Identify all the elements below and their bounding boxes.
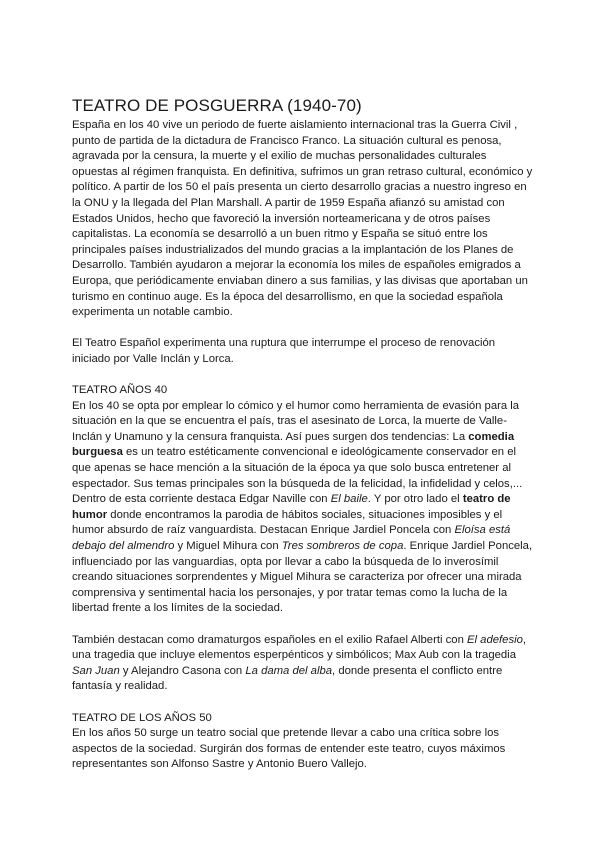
eloisa-title: Eloísa está debajo del almendro (72, 524, 511, 553)
document-page (72, 96, 534, 773)
el-adefesio-title: El adefesio (467, 633, 523, 646)
section-50-heading: TEATRO DE LOS AÑOS 50 (72, 711, 212, 724)
tres-sombreros-title: Tres sombreros de copa (281, 540, 404, 553)
teatro-de-humor-term: teatro de humor (72, 493, 511, 521)
section-40-heading: TEATRO AÑOS 40 (72, 384, 168, 397)
document-title: TEATRO DE POSGUERRA (1940-70) (72, 96, 362, 115)
section-40-paragraph-2: También destacan como dramaturgos españoles en el exilio Rafael Alberti con El adefesio, una tragedia que incluye elementos esperpénticos y simbólicos; Max Aub con la tragedia San Juan y Alejandro Casona con La dama del alba, donde presenta el conflicto entre fantasía y realidad. (72, 633, 527, 693)
section-40-paragraph-1: En los 40 se opta por emplear lo cómico y el humor como herramienta de evasión para la situación en la que se encuentra el país, tras el asesinato de Lorca, la muerte de Valle-Inclán y Unamuno y la censura franquista. Así pues surgen dos tendencias: La comedia burguesa es un teatro estéticamente convencional e ideológicamente conservador en el que apenas se hace mención a la situación de la época ya que solo busca entretener al espectador. Sus temas principales son la búsqueda de la felicidad, la infidelidad y celos,... Dentro de esta corriente destaca Edgar Naville con El baile. Y por otro lado el teatro de humor donde encontramos la parodia de hábitos sociales, situaciones imposibles y el humor absurdo de raíz vanguardista. Destacan Enrique Jardiel Poncela con Eloísa está debajo del almendro y Miguel Mihura con Tres sombreros de copa. Enrique Jardiel Poncela, influenciado por las vanguardias, opta por llevar a cabo la búsqueda de lo inverosímil creando situaciones sorprendentes y Miguel Mihura se caracteriza por ofrecer una mirada comprensiva y sentimental hacia los personajes, y por tratar temas como la lucha de la libertad frente a los límites de la sociedad. (72, 399, 533, 615)
rupture-paragraph: El Teatro Español experimenta una ruptura que interrumpe el proceso de renovación iniciado por Valle Inclán y Lorca. (72, 337, 496, 365)
section-50-paragraph-1: En los años 50 surge un teatro social que pretende llevar a cabo una crítica sobre los aspectos de la sociedad. Surgirán dos formas de entender este teatro, cuyos máximos representantes son Alfonso Sastre y Antonio Buero Vallejo. (72, 727, 506, 771)
intro-paragraph: España en los 40 vive un periodo de fuerte aislamiento internacional tras la Guerra Civil , punto de partida de la dictadura de Francisco Franco. La situación cultural es penosa, agravada por la censura, la muerte y el exilio de muchas personalidades culturales opuestas al régimen franquista. En definitiva, sufrimos un gran retraso cultural, económico y político. A partir de los 50 el país presenta un cierto desarrollo gracias a nuestro ingreso en la ONU y la llegada del Plan Marshall. A partir de 1959 España afianzó su amistad con Estados Unidos, hecho que favoreció la inversión norteamericana y de otros países capitalistas. La economía se desarrolló a un buen ritmo y España se situó entre los principales países industrializados del mundo gracias a la implantación de los Planes de Desarrollo. También ayudaron a mejorar la economía los miles de españoles emigrados a Europa, que periódicamente enviaban dinero a sus familias, y las divisas que aportaban un turismo en continuo auge. Es la época del desarrollismo, en que la sociedad española experimenta un notable cambio. (72, 119, 533, 319)
san-juan-title: San Juan (72, 664, 120, 677)
el-baile-title: El baile (330, 493, 368, 506)
comedia-burguesa-term: comedia burguesa (72, 430, 515, 459)
la-dama-del-alba-title: La dama del alba (245, 664, 333, 677)
